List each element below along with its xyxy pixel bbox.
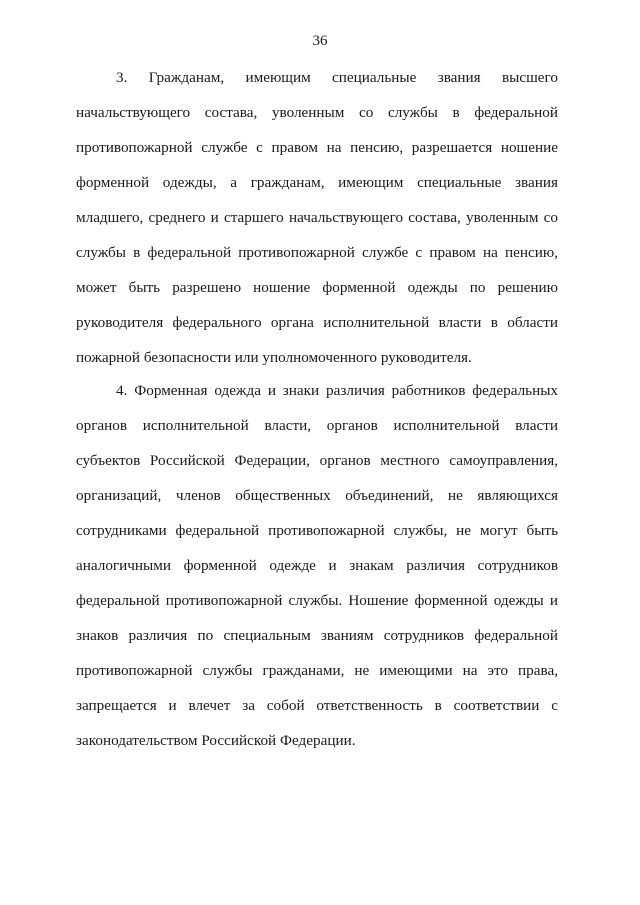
text-line: руководителя федерального органа исполнительной власти в области [76, 314, 558, 331]
text-line: 4. Форменная одежда и знаки различия работников федеральных [116, 382, 558, 399]
text-line: младшего, среднего и старшего начальствующего состава, уволенным со [76, 209, 558, 226]
text-line: пожарной безопасности или уполномоченного руководителя. [76, 349, 472, 366]
text-line: федеральной противопожарной службы. Ношение форменной одежды и [76, 592, 558, 609]
text-line: службы в федеральной противопожарной службе с правом на пенсию, [76, 244, 558, 261]
text-line: аналогичными форменной одежде и знакам различия сотрудников [76, 557, 558, 574]
text-line: сотрудниками федеральной противопожарной службы, не могут быть [76, 522, 558, 539]
text-line: начальствующего состава, уволенным со службы в федеральной [76, 104, 558, 121]
page-number: 36 [312, 33, 328, 49]
text-line: форменной одежды, а гражданам, имеющим специальные звания [76, 174, 558, 191]
text-line: запрещается и влечет за собой ответственность в соответствии с [76, 697, 558, 714]
text-line: знаков различия по специальным званиям сотрудников федеральной [76, 627, 558, 644]
text-line: противопожарной службе с правом на пенсию, разрешается ношение [76, 139, 558, 156]
text-line: противопожарной службы гражданами, не имеющими на это права, [76, 662, 558, 679]
text-line: субъектов Российской Федерации, органов местного самоуправления, [76, 452, 558, 469]
text-line: органов исполнительной власти, органов исполнительной власти [76, 417, 558, 434]
text-line: 3. Гражданам, имеющим специальные звания высшего [116, 69, 558, 86]
text-line: может быть разрешено ношение форменной одежды по решению [76, 279, 558, 296]
text-line: законодательством Российской Федерации. [76, 732, 356, 749]
text-line: организаций, членов общественных объединений, не являющихся [76, 487, 558, 504]
